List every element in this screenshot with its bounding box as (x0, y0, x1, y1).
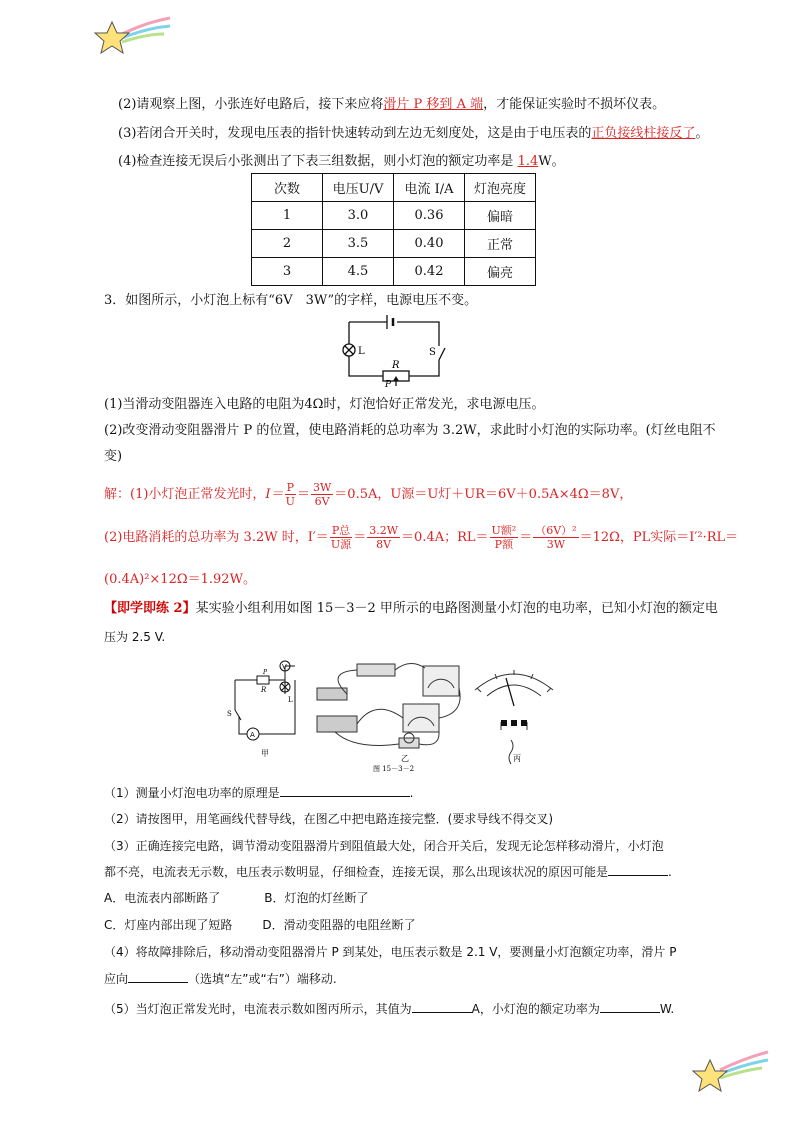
rheo-label: R (261, 686, 267, 694)
frac-num: P (286, 481, 294, 494)
table-cell: 0.40 (394, 230, 465, 258)
option-c[interactable]: C．灯座内部出现了短路 (104, 918, 233, 932)
table-header: 电流 I/A (394, 174, 465, 202)
frac-num: （6V）² (535, 524, 577, 537)
frac-num: 3W (312, 481, 332, 494)
q2-text: (2)请观察上图，小张连好电路后，接下来应将 (118, 97, 384, 112)
sol1-post: ＝0.5A，U源＝U灯＋UR＝6V＋0.5A×4Ω＝8V， (334, 487, 633, 502)
fraction-3-2w-over-8v (367, 524, 400, 551)
q3-end: . (668, 865, 672, 879)
frac-den: 8V (376, 538, 392, 551)
practice-q4-a: （4）将故障排除后，移动滑动变阻器滑片 P 到某处，电压表示数是 2.1 V，要测量小灯泡额定功率，滑片 P (104, 945, 677, 959)
q4-answer-blank[interactable] (128, 970, 188, 983)
q5-pre: （5）当灯泡正常发光时，电流表示数如图丙所示，其值为 (104, 1002, 412, 1016)
q4b-pre: 应向 (104, 972, 129, 986)
switch-label: S (429, 347, 436, 358)
q4-text-end: W。 (538, 154, 565, 169)
frac-num: U额² (491, 524, 517, 537)
figure-15-3-2 (225, 658, 570, 776)
practice-q3-a: （3）正确连接完电路，调节滑动变阻器滑片到阻值最大处，闭合开关后，发现无论怎样移动滑片，小灯泡 (104, 839, 664, 853)
q5-mid: A，小灯泡的额定功率为 (471, 1002, 600, 1016)
rheostat-label: R (392, 360, 400, 371)
frac-num: P总 (331, 524, 351, 537)
label-jia: 甲 (261, 749, 269, 758)
practice-q1 (104, 784, 413, 802)
q3b-text: 都不亮，电流表无示数，电压表示数明显，仔细检查，连接无误，那么出现该状况的原因可能是 (104, 865, 609, 879)
option-row-1 (104, 889, 368, 907)
sol2-mid: ＝0.4A；RL＝ (401, 530, 489, 545)
problem-3-stem: 3．如图所示，小灯泡上标有“6V 3W”的字样，电源电压不变。 (104, 293, 478, 308)
table-cell: 偏暗 (465, 202, 536, 230)
frac-den: 3W (546, 538, 566, 551)
option-d[interactable]: D．滑动变阻器的电阻丝断了 (262, 918, 416, 932)
fraction-36-over-3w (533, 524, 578, 551)
apparatus-yi (317, 663, 460, 748)
fraction-u2-over-p (490, 524, 519, 551)
q1-text: （1）测量小灯泡电功率的原理是 (104, 786, 280, 800)
question-3-line (118, 125, 708, 143)
slider-p-label: P (263, 669, 268, 676)
q3-text-end: 。 (695, 126, 709, 141)
voltmeter-label: V (282, 663, 287, 671)
practice-tag: 【即学即练 2】 (104, 601, 196, 616)
q2-answer: 滑片 P 移到 A 端 (383, 97, 484, 112)
solution-line-3: (0.4A)²×12Ω＝1.92W。 (104, 572, 256, 587)
table-header: 灯泡亮度 (465, 174, 536, 202)
table-cell: 正常 (465, 230, 536, 258)
frac-den: U源 (330, 538, 352, 551)
practice-stem-b: 压为 2.5 V. (104, 630, 166, 644)
option-a[interactable]: A．电流表内部断路了 (104, 891, 221, 905)
table-cell: 1 (252, 202, 323, 230)
q5-post: W. (659, 1002, 675, 1016)
q4-text: (4)检查连接无误后小张测出了下表三组数据，则小灯泡的额定功率是 (118, 154, 518, 169)
fraction-3w-over-6v (311, 481, 333, 508)
sol2-post: ＝12Ω，PL实际＝I′²·RL＝ (579, 530, 739, 545)
table-header: 电压U/V (323, 174, 394, 202)
table-row (252, 202, 536, 230)
table-cell: 2 (252, 230, 323, 258)
table-row (252, 258, 536, 286)
practice-q3-b (104, 863, 672, 881)
problem-3-q2-b: 变) (104, 449, 123, 464)
sol1-pre: 解：(1)小灯泡正常发光时， (104, 487, 266, 502)
frac-den: P额 (494, 538, 514, 551)
question-4-line (118, 153, 565, 171)
lamp-l-label: L (288, 696, 293, 704)
q5-power-blank[interactable] (600, 1000, 660, 1013)
fraction-p-over-u (285, 481, 296, 508)
table-cell: 偏亮 (465, 258, 536, 286)
q2-text-end: ，才能保证实验时不损坏仪表。 (483, 97, 666, 112)
q5-current-blank[interactable] (412, 1000, 472, 1013)
shooting-star-icon (92, 14, 172, 60)
q1-answer-blank[interactable] (280, 784, 410, 797)
lamp-label: L (358, 346, 365, 357)
data-table (251, 173, 536, 286)
label-yi: 乙 (401, 754, 409, 763)
sol1-eq: ＝ (296, 487, 310, 502)
figure-caption: 图 15－3－2 (373, 765, 415, 773)
question-2-line (118, 96, 665, 114)
practice-q5 (104, 1000, 674, 1018)
practice-stem-a (104, 600, 718, 618)
table-row (252, 230, 536, 258)
frac-num: 3.2W (369, 524, 399, 537)
q3-text: (3)若闭合开关时，发现电压表的指针快速转动到左边无刻度处，这是由于电压表的 (118, 126, 592, 141)
label-bing: 丙 (513, 754, 521, 763)
table-header: 次数 (252, 174, 323, 202)
fraction-ptotal-over-usource (330, 524, 352, 551)
table-cell: 0.42 (394, 258, 465, 286)
problem-3-q2-a: (2)改变滑动变阻器滑片 P 的位置，使电路消耗的总功率为 3.2W，求此时小灯泡的实际功率。(灯丝电阻不 (104, 423, 716, 438)
problem-3-q1: (1)当滑动变阻器连入电路的电阻为4Ω时，灯泡恰好正常发光，求电源电压。 (104, 397, 545, 412)
q4b-post: （选填“左”或“右”）端移动. (188, 972, 337, 986)
slider-label: P (385, 380, 392, 388)
table-cell: 0.36 (394, 202, 465, 230)
ammeter-dial-bing (475, 670, 553, 764)
circuit-diagram (335, 310, 455, 388)
q3-answer-blank[interactable] (608, 863, 668, 876)
option-row-2 (104, 916, 416, 934)
table-cell: 3.5 (323, 230, 394, 258)
option-b[interactable]: B．灯泡的灯丝断了 (264, 891, 369, 905)
q1-end: . (409, 786, 414, 800)
table-cell: 3 (252, 258, 323, 286)
shooting-star-icon (690, 1050, 770, 1100)
frac-den: 6V (314, 495, 330, 508)
table-cell: 3.0 (323, 202, 394, 230)
ammeter-label: A (250, 731, 255, 739)
solution-line-1 (104, 480, 632, 510)
table-header-row (252, 174, 536, 202)
practice-q2: （2）请按图甲，用笔画线代替导线，在图乙中把电路连接完整．(要求导线不得交叉) (104, 812, 554, 826)
frac-den: U (285, 495, 295, 508)
solution-line-2: (2)电路消耗的总功率为 3.2W 时，I′＝ $\frac{\text{P总}}{\text{U源}}$ ＝ $\frac{3.2W}{8V}$ ＝0.4A；RL＝ $\frac{\text{U额²}}{\text{P额}}$ ＝ $\frac{\text{（6V）²}}{3W}$ ＝12Ω，PL实际＝I′²·RL＝ (104, 524, 739, 551)
q3-answer: 正负接线柱接反了 (591, 126, 696, 141)
practice-q4-b (104, 970, 337, 988)
switch-s-label: S (227, 710, 232, 718)
table-cell: 4.5 (323, 258, 394, 286)
practice-stem-text: 某实验小组利用如图 15－3－2 甲所示的电路图测量小灯泡的电功率，已知小灯泡的额定电 (195, 601, 718, 616)
sol2-pre: (2)电路消耗的总功率为 3.2W 时，I′＝ (104, 530, 329, 545)
q4-answer: 1.4 (517, 154, 539, 169)
sol1-I: I＝ (265, 487, 284, 502)
